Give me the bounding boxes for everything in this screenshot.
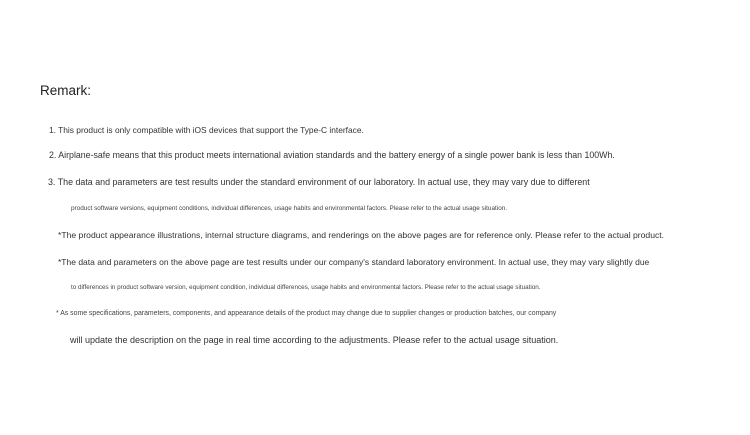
remark-title: Remark: <box>40 83 92 98</box>
remark-item-1: 1. This product is only compatible with iOS devices that support the Type-C interface. <box>49 125 364 135</box>
note-data-parameters-continuation: to differences in product software version, equipment condition, individual differences, usage habits and environmental factors. Please refer to the actual usage situation. <box>71 284 541 291</box>
remark-item-3-continuation: product software versions, equipment conditions, individual differences, usage habits and environmental factors. Please refer to the actual usage situation. <box>71 205 508 212</box>
note-specifications: * As some specifications, parameters, components, and appearance details of the product may change due to supplier changes or production batches, our company <box>56 310 557 317</box>
remark-item-3: 3. The data and parameters are test results under the standard environment of our laboratory. In actual use, they may vary due to different <box>48 177 590 187</box>
remark-item-2: 2. Airplane-safe means that this product meets international aviation standards and the battery energy of a single power bank is less than 100Wh. <box>49 150 615 160</box>
note-data-parameters: *The data and parameters on the above page are test results under our company's standard laboratory environment. In actual use, they may vary slightly due <box>58 257 650 267</box>
note-appearance: *The product appearance illustrations, internal structure diagrams, and renderings on the above pages are for reference only. Please refer to the actual product. <box>58 230 665 240</box>
note-specifications-continuation: will update the description on the page in real time according to the adjustments. Please refer to the actual usage situation. <box>70 335 559 345</box>
